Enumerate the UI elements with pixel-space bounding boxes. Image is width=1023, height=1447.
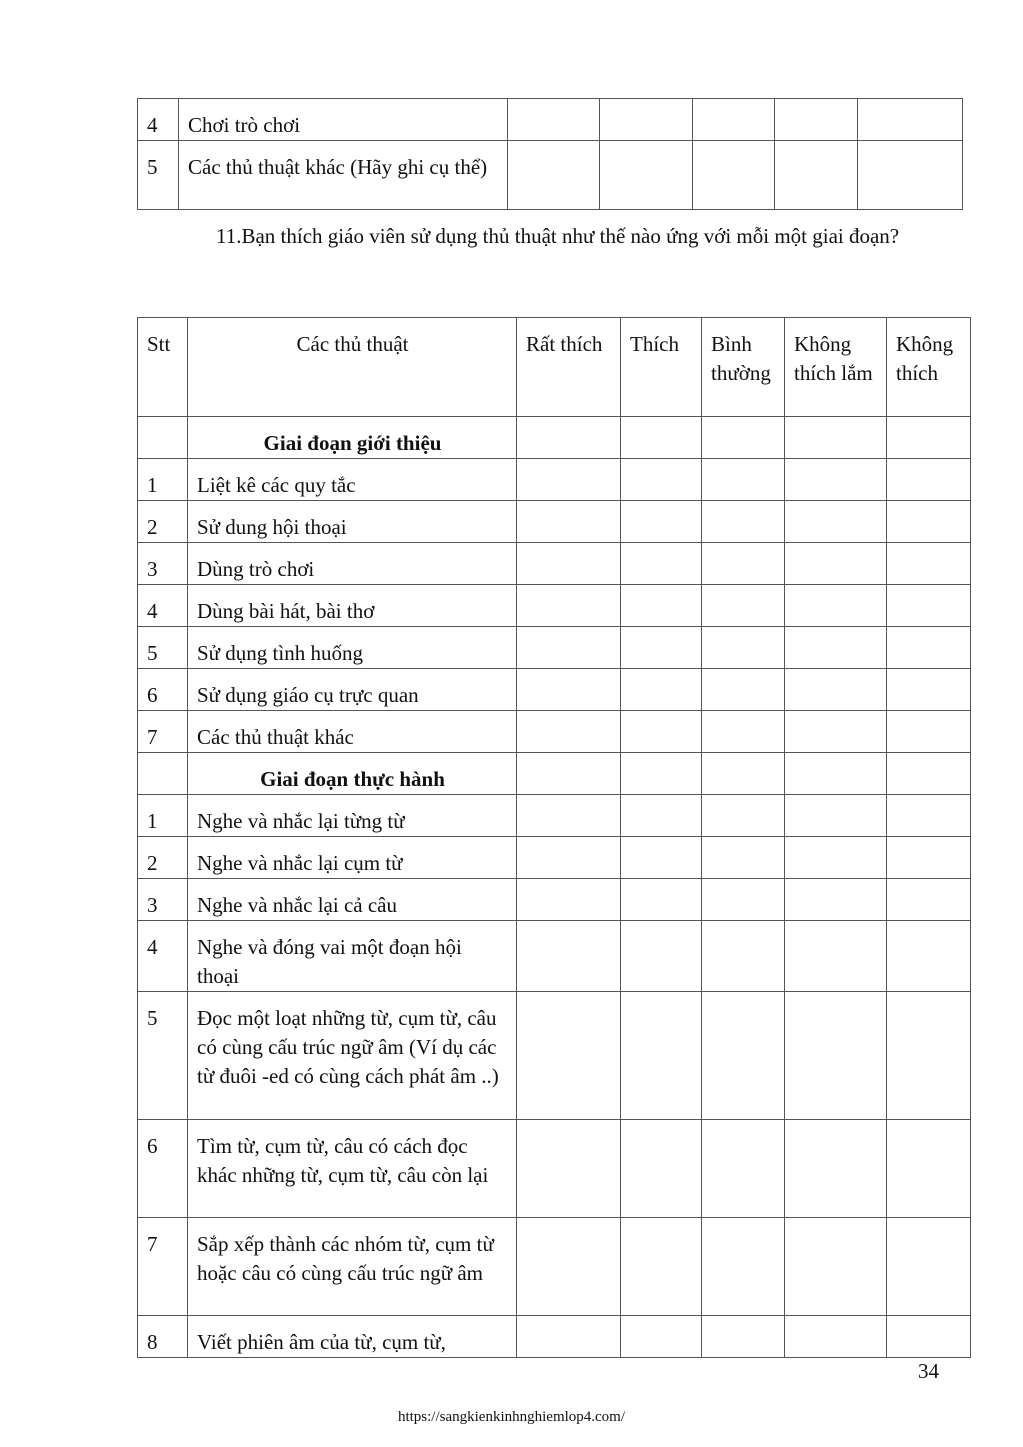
header-like: Thích [621,318,702,417]
techniques-table [137,317,971,1358]
table-row: 8 Viết phiên âm của từ, cụm từ, [138,1316,971,1358]
rating-cell [693,99,775,141]
rating-cell [508,141,600,210]
section-title: Giai đoạn giới thiệu [188,417,517,459]
question-11: 11.Bạn thích giáo viên sử dụng thủ thuật như thế nào ứng với mỗi một giai đoạn? [216,224,900,248]
rating-cell [858,141,963,210]
table-row: 3 Dùng trò chơi [138,543,971,585]
rating-cell [775,141,858,210]
stt-cell: 4 [138,99,179,141]
section-title: Giai đoạn thực hành [188,753,517,795]
rating-cell [693,141,775,210]
table-row: 6 Sử dụng giáo cụ trực quan [138,669,971,711]
header-not-much: Không thích lắm [785,318,887,417]
header-stt: Stt [138,318,188,417]
table-header-row [138,318,971,417]
rating-cell [600,141,693,210]
table-row: 1 Nghe và nhắc lại từng từ [138,795,971,837]
table-row: 5 Sử dụng tình huống [138,627,971,669]
stt-cell: 5 [138,141,179,210]
table-row: 3 Nghe và nhắc lại cả câu [138,879,971,921]
table-row: 5 Đọc một loạt những từ, cụm từ, câu có cùng cấu trúc ngữ âm (Ví dụ các từ đuôi -ed có cùng cách phát âm ..) [138,992,971,1120]
page-number: 34 [918,1359,939,1383]
table-row: 4 Nghe và đóng vai một đoạn hội thoại [138,921,971,992]
section-row-practice [138,753,971,795]
table-row [138,99,963,141]
rating-cell [858,99,963,141]
rating-cell [508,99,600,141]
technique-cell: Các thủ thuật khác (Hãy ghi cụ thể) [179,141,508,210]
continued-table [137,98,963,210]
technique-cell: Chơi trò chơi [179,99,508,141]
footer-url[interactable]: https://sangkienkinhnghiemlop4.com/ [397,1409,626,1425]
section-row-intro [138,417,971,459]
table-row: 6 Tìm từ, cụm từ, câu có cách đọc khác những từ, cụm từ, câu còn lại [138,1120,971,1218]
table-row: 2 Nghe và nhắc lại cụm từ [138,837,971,879]
table-row: 4 Dùng bài hát, bài thơ [138,585,971,627]
header-technique: Các thủ thuật [188,318,517,417]
table-row: 7 Sắp xếp thành các nhóm từ, cụm từ hoặc câu có cùng cấu trúc ngữ âm [138,1218,971,1316]
rating-cell [775,99,858,141]
table-row: 2 Sử dung hội thoại [138,501,971,543]
table-row [138,141,963,210]
table-row: 1 Liệt kê các quy tắc [138,459,971,501]
table-row: 7 Các thủ thuật khác [138,711,971,753]
header-dislike: Không thích [887,318,971,417]
rating-cell [600,99,693,141]
header-normal: Bình thường [702,318,785,417]
header-very-like: Rất thích [517,318,621,417]
